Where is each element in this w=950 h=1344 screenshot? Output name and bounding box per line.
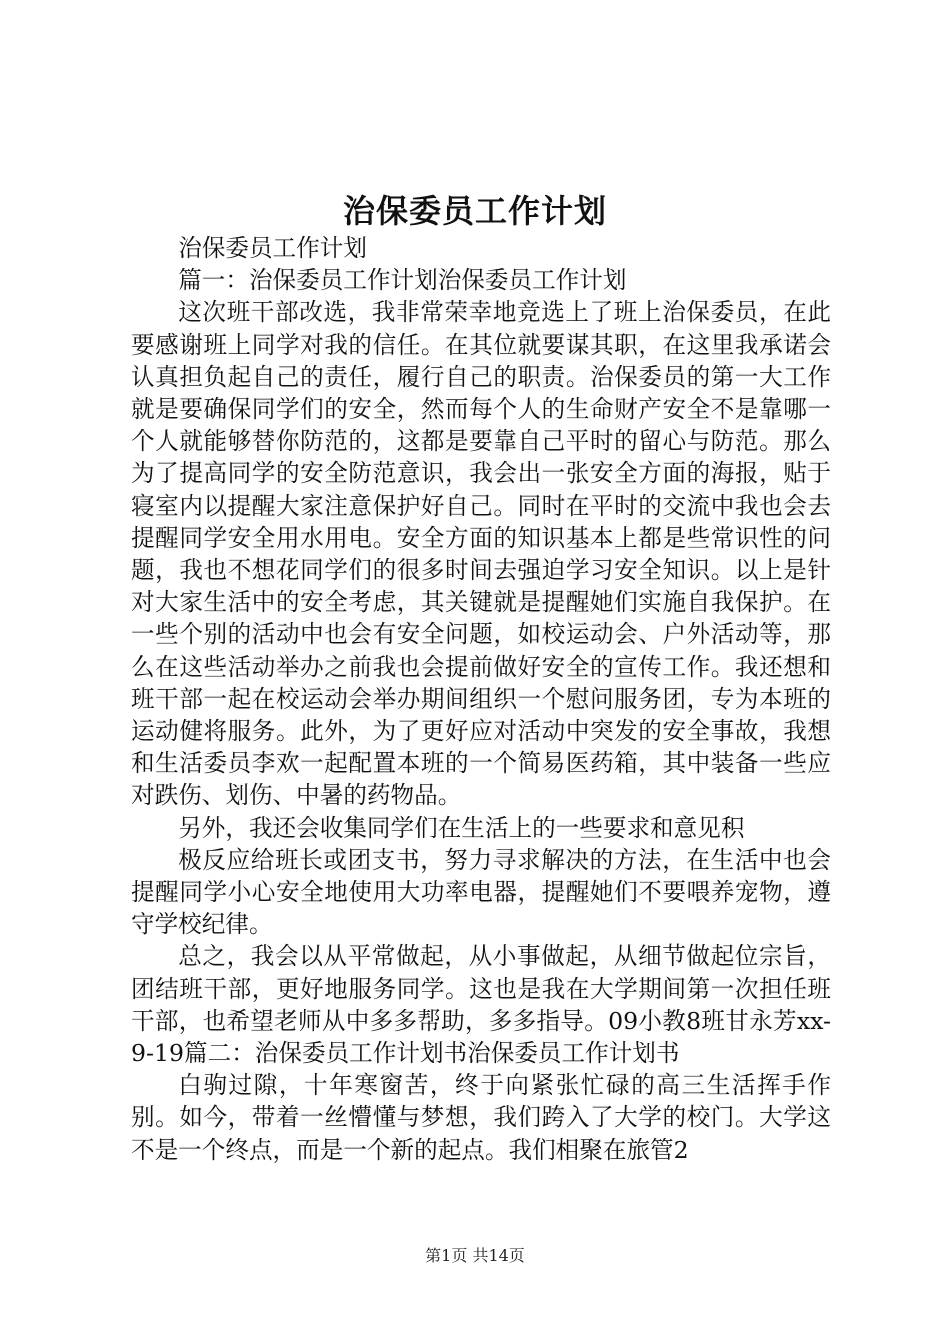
page-footer: 第1页 共14页 <box>425 1246 525 1265</box>
paragraph: 总之，我会以从平常做起，从小事做起，从细节做起位宗旨，团结班干部，更好地服务同学。这也是我在大学期间第一次担任班干部，也希望老师从中多多帮助，多多指导。09小教8班甘永芳xx-9-19篇二：治保委员工作计划书治保委员工作计划书 <box>131 942 831 1068</box>
paragraph: 极反应给班长或团支书，努力寻求解决的方法，在生活中也会提醒同学小心安全地使用大功率电器，提醒她们不要喂养宠物，遵守学校纪律。 <box>131 845 831 939</box>
document-body <box>131 232 831 1166</box>
paragraph: 治保委员工作计划 <box>178 234 367 262</box>
paragraph: 这次班干部改选，我非常荣幸地竞选上了班上治保委员，在此要感谢班上同学对我的信任。在其位就要谋其职，在这里我承诺会认真担负起自己的责任，履行自己的职责。治保委员的第一大工作就是要确保同学们的安全，然而每个人的生命财产安全不是靠哪一个人就能够替你防范的，这都是要靠自己平时的留心与防范。那么为了提高同学的安全防范意识，我会出一张安全方面的海报，贴于寝室内以提醒大家注意保护好自己。同时在平时的交流中我也会去提醒同学安全用水用电。安全方面的知识基本上都是些常识性的问题，我也不想花同学们的很多时间去强迫学习安全知识。以上是针对大家生活中的安全考虑，其关键就是提醒她们实施自我保护。在一些个别的活动中也会有安全问题，如校运动会、户外活动等，那么在这些活动举办之前我也会提前做好安全的宣传工作。我还想和班干部一起在校运动会举办期间组织一个慰问服务团，专为本班的运动健将服务。此外，为了更好应对活动中突发的安全事故，我想和生活委员李欢一起配置本班的一个简易医药箱，其中装备一些应对跌伤、划伤、中暑的药物品。 <box>131 298 831 810</box>
paragraph: 篇一：治保委员工作计划治保委员工作计划 <box>178 266 627 295</box>
paragraph: 白驹过隙，十年寒窗苦，终于向紧张忙碌的高三生活挥手作别。如今，带着一丝懵懂与梦想，我们跨入了大学的校门。大学这不是一个终点，而是一个新的起点。我们相聚在旅管2 <box>131 1071 831 1164</box>
paragraph: 另外，我还会收集同学们在生活上的一些要求和意见积 <box>178 813 745 842</box>
document-title: 治保委员工作计划 <box>342 192 607 230</box>
